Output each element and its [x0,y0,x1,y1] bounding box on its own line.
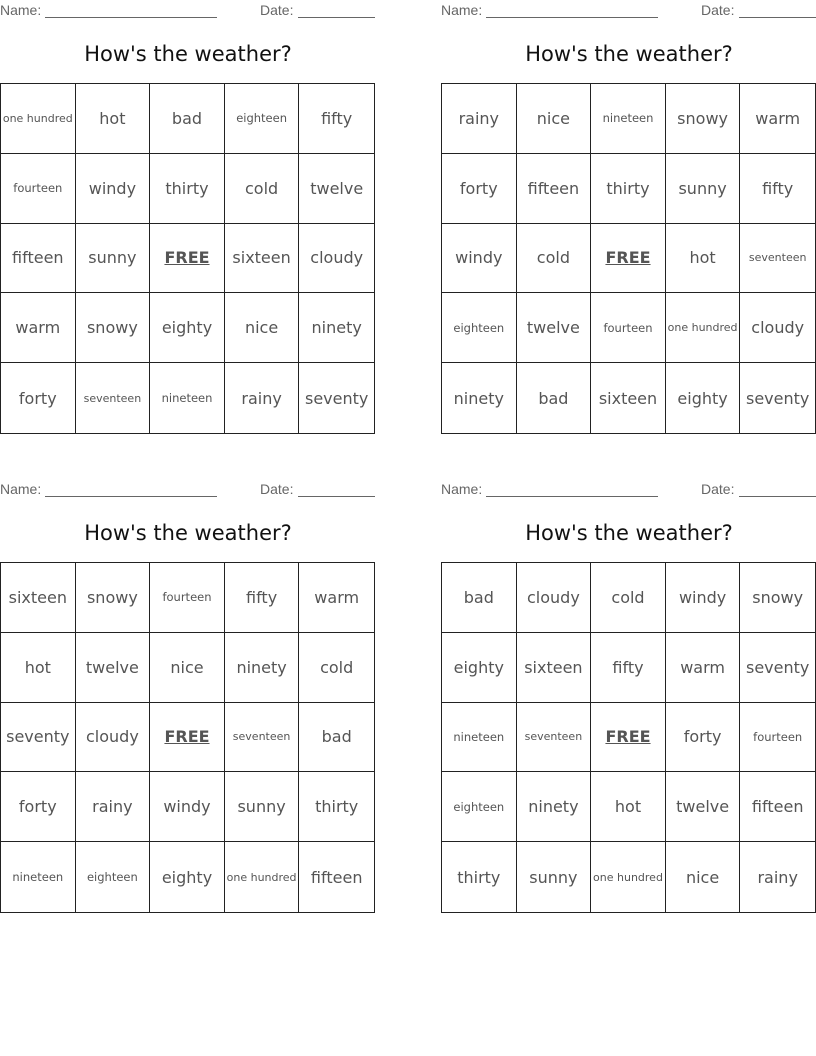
bingo-cell[interactable]: windy [666,563,741,633]
name-field[interactable] [45,496,217,497]
bingo-cell[interactable]: seventy [305,388,369,408]
bingo-cell[interactable]: fifty [299,84,374,154]
bingo-cell[interactable]: sixteen [517,633,592,703]
bingo-cell[interactable]: rainy [442,84,517,154]
name-field[interactable] [45,17,217,18]
bingo-cell[interactable]: eighteen [442,293,517,363]
card-header [0,2,376,18]
bingo-cell[interactable]: cloudy [299,224,374,294]
free-cell[interactable]: FREE [591,703,666,773]
name-label: Name: [441,2,483,18]
bingo-cell[interactable]: sixteen [225,224,300,294]
name-field[interactable] [486,17,658,18]
bingo-cell[interactable]: seventeen [225,703,300,773]
bingo-cell[interactable]: one hundred [1,84,76,154]
card-title: How's the weather? [525,521,733,545]
bingo-cell[interactable]: nineteen [1,842,76,912]
bingo-cell[interactable]: windy [76,154,151,224]
bingo-cell[interactable]: thirty [442,842,517,912]
bingo-cell[interactable]: seventeen [517,703,592,773]
bingo-cell[interactable]: sunny [76,224,151,294]
bingo-cell[interactable]: fifteen [1,224,76,294]
card-header [441,481,816,497]
date-label: Date: [260,2,294,18]
bingo-cell[interactable]: fifty [225,563,300,633]
bingo-cell[interactable]: ninety [517,772,592,842]
date-label: Date: [701,2,735,18]
bingo-cell[interactable]: eighty [442,633,517,703]
bingo-cell[interactable]: fifteen [517,154,592,224]
date-label: Date: [260,481,294,497]
bingo-cell[interactable]: fifteen [740,772,815,842]
bingo-cell[interactable]: seventeen [76,363,151,433]
bingo-cell[interactable]: cold [225,154,300,224]
bingo-cell[interactable]: eighty [150,293,225,363]
name-field[interactable] [486,496,658,497]
bingo-cell[interactable]: nice [225,293,300,363]
date-label: Date: [701,481,735,497]
bingo-grid [0,83,375,434]
bingo-cell[interactable]: windy [442,224,517,294]
bingo-cell[interactable]: one hundred [591,842,666,912]
bingo-cell[interactable]: snowy [666,84,741,154]
name-label: Name: [0,2,42,18]
bingo-cell[interactable]: warm [666,633,741,703]
bingo-cell[interactable]: fourteen [150,563,225,633]
bingo-cell[interactable]: seventy [740,633,815,703]
date-field[interactable] [298,496,375,497]
bingo-cell[interactable]: sunny [225,772,300,842]
bingo-cell[interactable]: twelve [76,633,151,703]
bingo-cell[interactable]: forty [666,703,741,773]
bingo-cell[interactable]: sixteen [1,563,76,633]
bingo-cell[interactable]: bad [299,703,374,773]
bingo-cell[interactable]: eighteen [76,842,151,912]
free-cell[interactable]: FREE [150,703,225,773]
bingo-cell[interactable]: ninety [442,363,517,433]
bingo-cell[interactable]: thirty [150,154,225,224]
name-label: Name: [0,481,42,497]
bingo-cell[interactable]: snowy [76,293,151,363]
bingo-cell[interactable]: sunny [666,154,741,224]
bingo-cell[interactable]: fourteen [740,703,815,773]
card-header [0,481,376,497]
bingo-cell[interactable]: bad [517,363,592,433]
bingo-cell[interactable]: one hundred [225,842,300,912]
bingo-cell[interactable]: hot [76,84,151,154]
bingo-cell[interactable]: ninety [225,633,300,703]
bingo-cell[interactable]: warm [1,293,76,363]
bingo-cell[interactable]: cloudy [76,703,151,773]
bingo-cell[interactable]: eighteen [225,84,300,154]
date-field[interactable] [739,496,816,497]
bingo-cell[interactable]: forty [442,154,517,224]
bingo-cell[interactable]: rainy [757,867,798,887]
bingo-cell[interactable]: bad [150,84,225,154]
bingo-cell[interactable]: seventy [746,388,810,408]
bingo-cell[interactable]: nice [150,633,225,703]
bingo-cell[interactable]: bad [442,563,517,633]
bingo-cell[interactable]: nineteen [591,84,666,154]
bingo-cell[interactable]: hot [666,224,741,294]
bingo-cell[interactable]: sixteen [591,363,666,433]
bingo-cell[interactable]: warm [299,563,374,633]
card-header [441,2,816,18]
bingo-cell[interactable]: cloudy [517,563,592,633]
bingo-cell[interactable]: nice [517,84,592,154]
bingo-cell[interactable]: twelve [299,154,374,224]
bingo-cell[interactable]: ninety [299,293,374,363]
free-cell[interactable]: FREE [150,224,225,294]
bingo-grid [441,83,816,434]
bingo-cell[interactable]: cold [591,563,666,633]
bingo-cell[interactable]: windy [150,772,225,842]
name-label: Name: [441,481,483,497]
bingo-cell[interactable]: nineteen [150,363,225,433]
bingo-cell[interactable]: fifty [740,154,815,224]
bingo-cell[interactable]: sunny [517,842,592,912]
bingo-cell[interactable]: fourteen [591,293,666,363]
date-field[interactable] [739,17,816,18]
bingo-cell[interactable]: fifteen [310,867,363,887]
bingo-cell[interactable]: twelve [517,293,592,363]
bingo-cell[interactable]: rainy [76,772,151,842]
card-title: How's the weather? [525,42,733,66]
bingo-cell[interactable]: eighty [666,363,741,433]
bingo-cell[interactable]: thirty [299,772,374,842]
free-cell[interactable]: FREE [591,224,666,294]
bingo-cell[interactable]: rainy [225,363,300,433]
bingo-cell[interactable]: hot [591,772,666,842]
card-title: How's the weather? [84,521,292,545]
bingo-cell[interactable]: cloudy [740,293,815,363]
bingo-cell[interactable]: fourteen [1,154,76,224]
bingo-cell[interactable]: seventy [1,703,76,773]
bingo-cell[interactable]: hot [1,633,76,703]
bingo-cell[interactable]: twelve [666,772,741,842]
bingo-cell[interactable]: cold [299,633,374,703]
bingo-cell[interactable]: forty [1,363,76,433]
bingo-cell[interactable]: forty [1,772,76,842]
bingo-cell[interactable]: fifty [591,633,666,703]
bingo-cell[interactable]: nice [666,842,741,912]
bingo-cell[interactable]: one hundred [666,293,741,363]
bingo-cell[interactable]: snowy [76,563,151,633]
bingo-cell[interactable]: snowy [740,563,815,633]
bingo-cell[interactable]: eighteen [442,772,517,842]
bingo-cell[interactable]: seventeen [740,224,815,294]
bingo-grid [0,562,375,913]
bingo-grid [441,562,816,913]
bingo-cell[interactable]: eighty [150,842,225,912]
date-field[interactable] [298,17,375,18]
bingo-cell[interactable]: warm [740,84,815,154]
bingo-cell[interactable]: nineteen [442,703,517,773]
bingo-cell[interactable]: thirty [591,154,666,224]
card-title: How's the weather? [84,42,292,66]
bingo-cell[interactable]: cold [517,224,592,294]
